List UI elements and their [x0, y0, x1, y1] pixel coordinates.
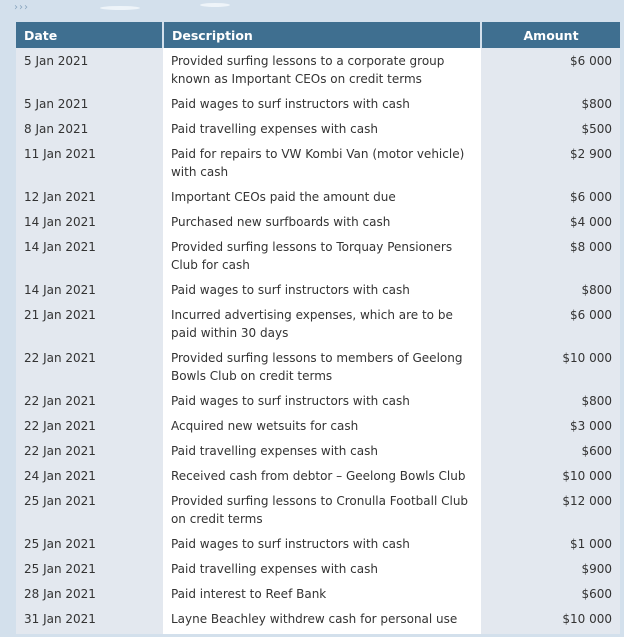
cell-amount: $12 000: [481, 488, 620, 531]
table-row: [16, 606, 620, 634]
cell-description: Provided surfing lessons to Cronulla Football Club on credit terms: [163, 488, 481, 531]
table-row: [16, 91, 620, 116]
decorative-swoosh: [100, 6, 140, 10]
cell-amount: $800: [481, 91, 620, 116]
cell-date: 22 Jan 2021: [16, 388, 163, 413]
cell-amount: $10 000: [481, 463, 620, 488]
cell-date: 21 Jan 2021: [16, 302, 163, 345]
table-row: [16, 302, 620, 345]
table-row: [16, 345, 620, 388]
cell-date: 14 Jan 2021: [16, 209, 163, 234]
table-row: [16, 277, 620, 302]
cell-amount: $10 000: [481, 606, 620, 634]
table-row: [16, 209, 620, 234]
cell-date: 5 Jan 2021: [16, 48, 163, 91]
cell-date: 5 Jan 2021: [16, 91, 163, 116]
decorative-chevrons-icon: ›››: [14, 2, 29, 13]
table-row: [16, 141, 620, 184]
cell-description: Paid wages to surf instructors with cash: [163, 91, 481, 116]
cell-description: Paid travelling expenses with cash: [163, 116, 481, 141]
cell-date: 25 Jan 2021: [16, 488, 163, 531]
table-header-row: [16, 22, 620, 48]
cell-date: 22 Jan 2021: [16, 438, 163, 463]
table-body: [16, 48, 620, 634]
cell-date: 14 Jan 2021: [16, 234, 163, 277]
table-row: [16, 556, 620, 581]
cell-amount: $600: [481, 581, 620, 606]
cell-description: Received cash from debtor – Geelong Bowls Club: [163, 463, 481, 488]
cell-amount: $10 000: [481, 345, 620, 388]
cell-amount: $6 000: [481, 184, 620, 209]
cell-description: Paid wages to surf instructors with cash: [163, 531, 481, 556]
decorative-swoosh: [200, 3, 230, 7]
cell-amount: $500: [481, 116, 620, 141]
cell-description: Layne Beachley withdrew cash for personal use: [163, 606, 481, 634]
cell-date: 14 Jan 2021: [16, 277, 163, 302]
cell-amount: $1 000: [481, 531, 620, 556]
cell-amount: $2 900: [481, 141, 620, 184]
cell-date: 22 Jan 2021: [16, 345, 163, 388]
table-row: [16, 48, 620, 91]
transactions-table: [16, 22, 620, 634]
cell-amount: $4 000: [481, 209, 620, 234]
cell-date: 24 Jan 2021: [16, 463, 163, 488]
cell-amount: $3 000: [481, 413, 620, 438]
cell-description: Provided surfing lessons to Torquay Pensioners Club for cash: [163, 234, 481, 277]
cell-date: 25 Jan 2021: [16, 531, 163, 556]
column-header-description: Description: [163, 22, 481, 48]
cell-date: 12 Jan 2021: [16, 184, 163, 209]
cell-amount: $800: [481, 388, 620, 413]
table-row: [16, 184, 620, 209]
cell-description: Important CEOs paid the amount due: [163, 184, 481, 209]
table-row: [16, 581, 620, 606]
column-header-amount: Amount: [481, 22, 620, 48]
cell-date: 11 Jan 2021: [16, 141, 163, 184]
cell-description: Paid travelling expenses with cash: [163, 438, 481, 463]
table-row: [16, 488, 620, 531]
table-row: [16, 438, 620, 463]
cell-description: Provided surfing lessons to a corporate group known as Important CEOs on credit terms: [163, 48, 481, 91]
table-row: [16, 463, 620, 488]
cell-description: Purchased new surfboards with cash: [163, 209, 481, 234]
cell-date: 25 Jan 2021: [16, 556, 163, 581]
cell-date: 28 Jan 2021: [16, 581, 163, 606]
table-row: [16, 413, 620, 438]
cell-date: 8 Jan 2021: [16, 116, 163, 141]
cell-date: 22 Jan 2021: [16, 413, 163, 438]
cell-amount: $900: [481, 556, 620, 581]
table-row: [16, 531, 620, 556]
table-row: [16, 234, 620, 277]
cell-description: Paid interest to Reef Bank: [163, 581, 481, 606]
column-header-date: Date: [16, 22, 163, 48]
cell-description: Paid wages to surf instructors with cash: [163, 277, 481, 302]
table-row: [16, 116, 620, 141]
cell-description: Provided surfing lessons to members of Geelong Bowls Club on credit terms: [163, 345, 481, 388]
cell-amount: $800: [481, 277, 620, 302]
cell-description: Paid travelling expenses with cash: [163, 556, 481, 581]
cell-amount: $600: [481, 438, 620, 463]
cell-description: Paid wages to surf instructors with cash: [163, 388, 481, 413]
cell-description: Acquired new wetsuits for cash: [163, 413, 481, 438]
cell-description: Paid for repairs to VW Kombi Van (motor vehicle) with cash: [163, 141, 481, 184]
table-row: [16, 388, 620, 413]
cell-description: Incurred advertising expenses, which are to be paid within 30 days: [163, 302, 481, 345]
cell-amount: $8 000: [481, 234, 620, 277]
cell-amount: $6 000: [481, 302, 620, 345]
cell-amount: $6 000: [481, 48, 620, 91]
cell-date: 31 Jan 2021: [16, 606, 163, 634]
